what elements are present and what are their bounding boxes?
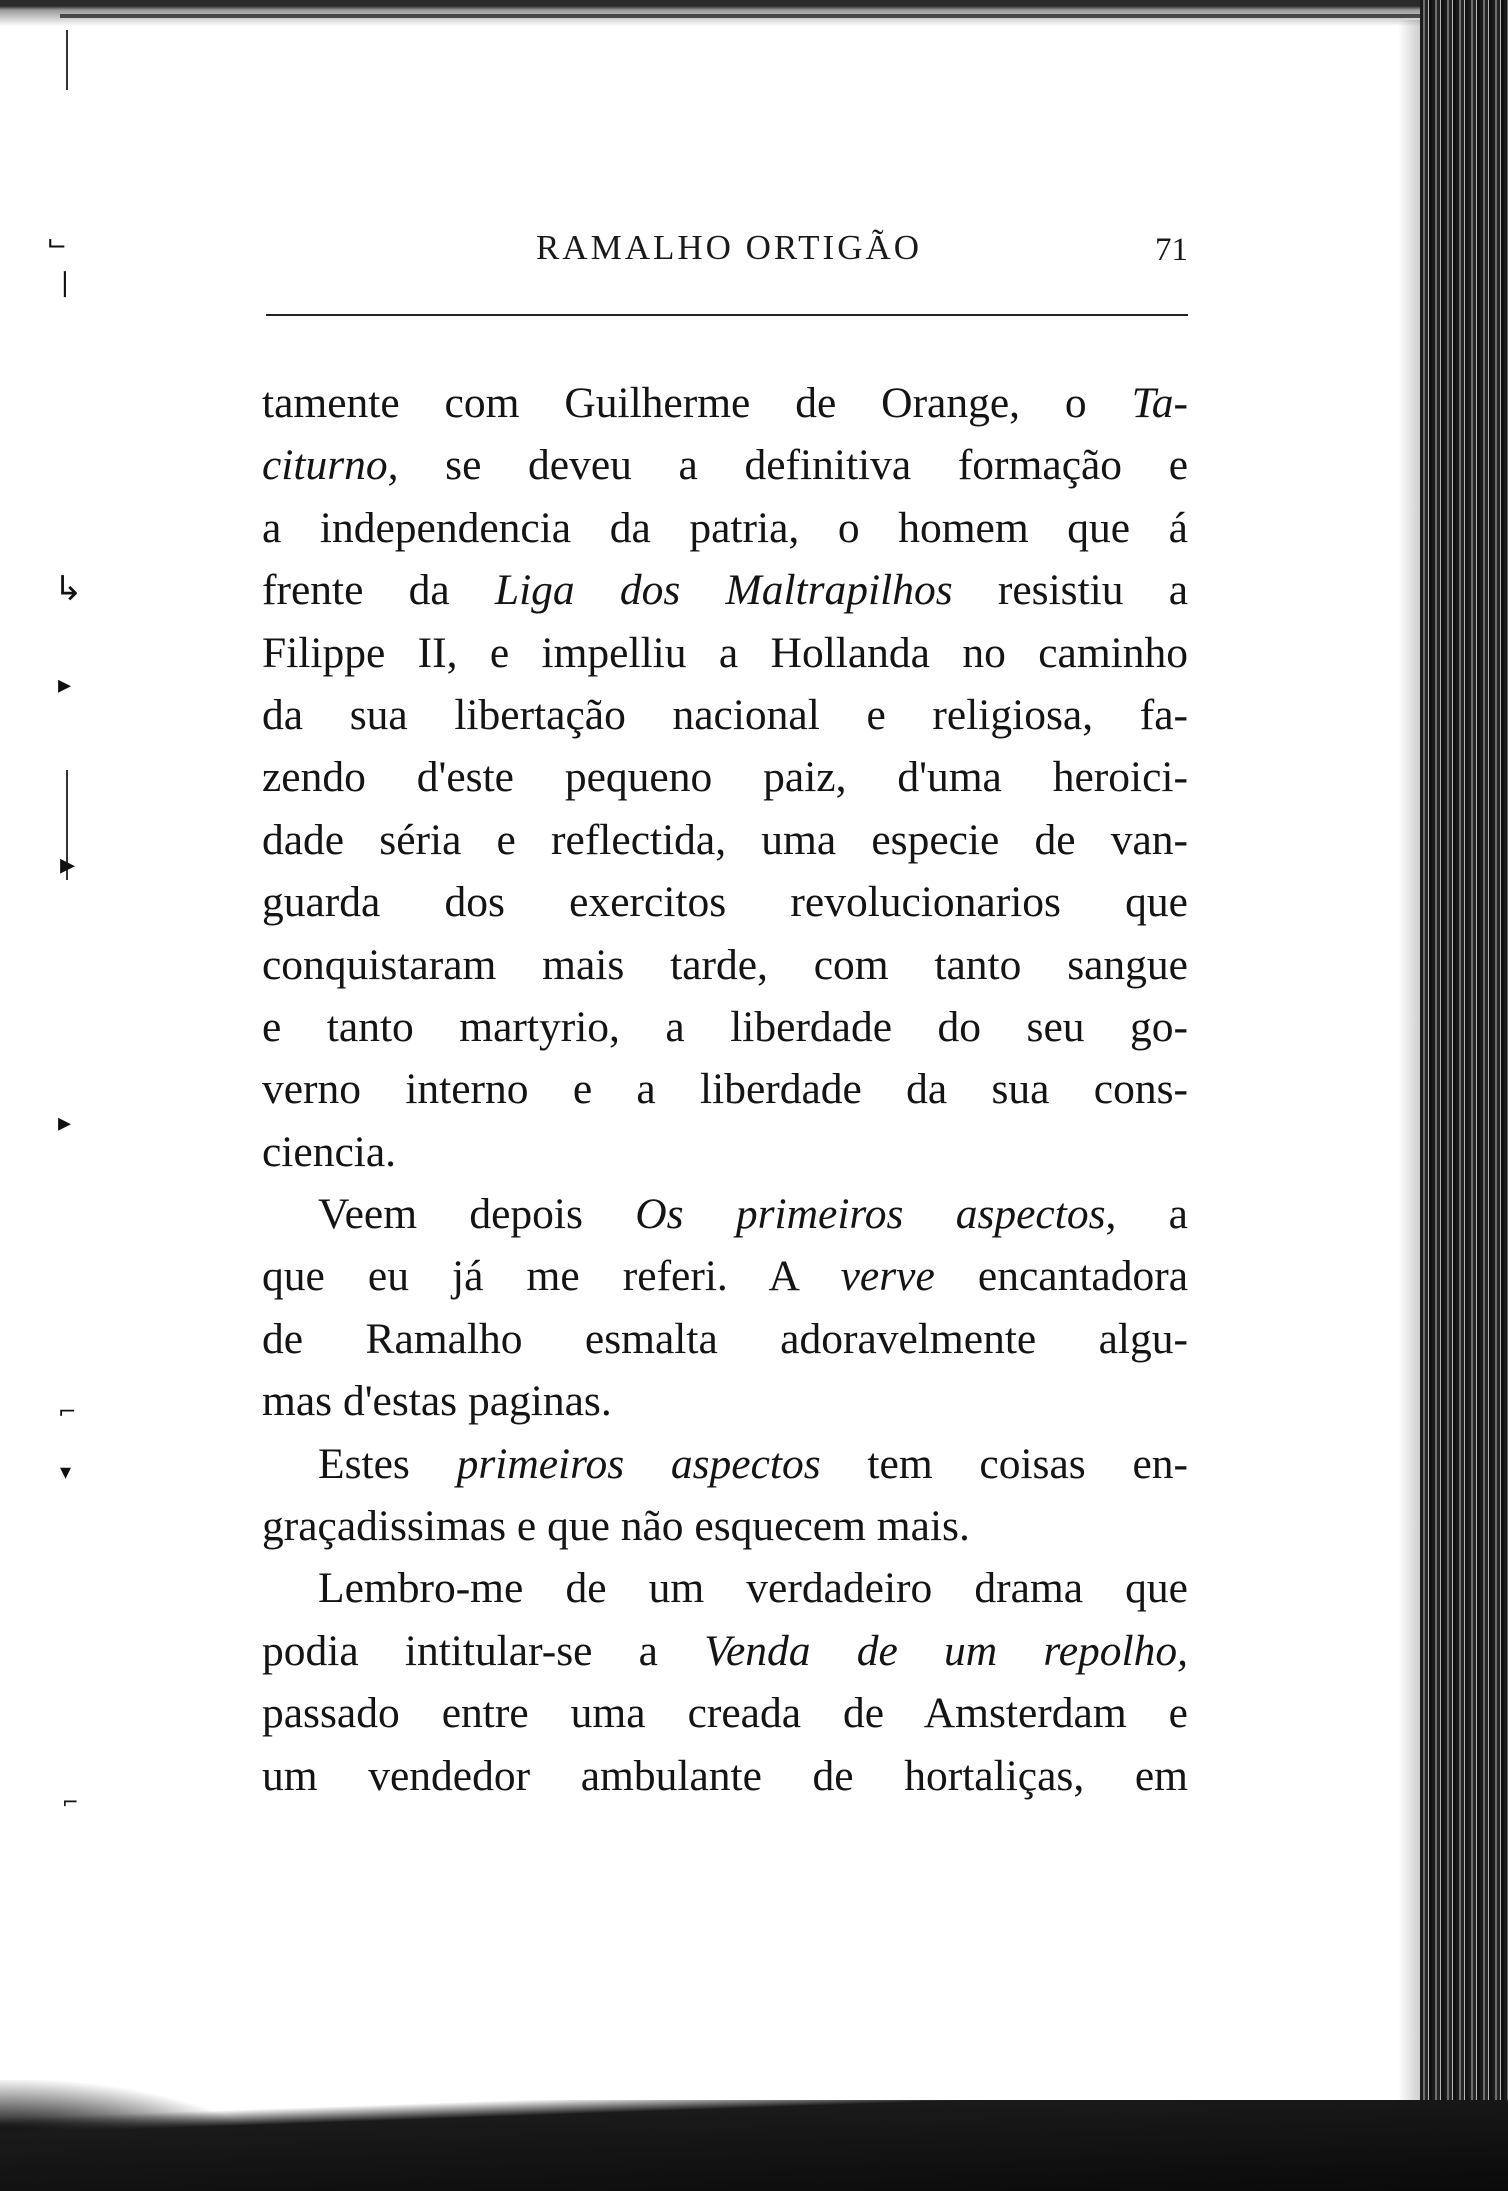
margin-artifact-mark: ▸ [58,670,72,700]
page-number: 71 [1155,232,1188,268]
text-run: passado entre uma creada de Amsterdam e [262,1689,1188,1738]
margin-artifact-mark: ⨽ [48,222,66,257]
text-line [262,1183,1188,1245]
text-run: resistiu a [952,566,1189,615]
text-run: guarda dos exercitos revolucionarios que [262,878,1188,927]
page-bottom-curl [0,2100,1508,2191]
text-line [262,497,1188,559]
text-line [262,934,1188,996]
margin-artifact-mark: ▾ [60,1460,72,1485]
text-line [262,559,1188,621]
italic-text: Liga dos Maltrapilhos [494,566,953,615]
italic-text: primeiros aspectos [456,1439,821,1488]
text-run: frente da [262,566,495,615]
text-run: encantadora [934,1252,1188,1301]
text-line [262,996,1188,1058]
text-run: de Ramalho esmalta adoravelmente algu- [262,1314,1188,1363]
text-line [262,809,1188,871]
text-run: , a [1105,1190,1188,1239]
book-page-edges [1420,0,1508,2191]
text-run: verno interno e a liberdade da sua cons- [262,1065,1188,1114]
text-run: Estes [318,1439,457,1488]
text-run: que eu já me referi. A [262,1252,841,1301]
margin-artifact-mark: ❘ [54,268,76,298]
text-run: tamente com Guilherme de Orange, o [262,379,1132,427]
text-run: um vendedor ambulante de hortaliças, em [262,1751,1188,1800]
text-run: ciencia. [262,1127,397,1176]
text-line [262,871,1188,933]
text-run: da sua libertação nacional e religiosa, fa- [262,690,1188,739]
text-line [262,1308,1188,1370]
text-line [262,1557,1188,1619]
running-head [262,228,1196,278]
text-run: Filippe II, e impelliu a Hollanda no caminho [262,628,1188,677]
text-line [262,1058,1188,1120]
text-line [262,1245,1188,1307]
italic-text: Venda de um repolho, [704,1626,1188,1675]
text-line [262,684,1188,746]
text-line [262,1682,1188,1744]
text-run: mas d'estas paginas. [262,1377,612,1426]
text-line [262,1121,1188,1183]
italic-text: citurno, [262,441,399,490]
text-run: podia intitular-se a [262,1626,705,1675]
text-line [262,622,1188,684]
italic-text: verve [840,1252,935,1301]
text-line [262,1495,1188,1557]
text-run: zendo d'este pequeno paiz, d'uma heroici- [262,753,1188,802]
text-run: graçadissimas e que não esquecem mais. [262,1502,970,1551]
text-run: dade séria e reflectida, uma especie de van- [262,815,1188,864]
margin-artifact-mark: ▸ [60,847,76,882]
margin-artifact-mark: ↳ [54,569,83,609]
text-run: Veem depois [318,1190,636,1239]
margin-artifact-mark: ⌐ [58,1400,77,1425]
text-run: tem coisas en- [820,1439,1188,1488]
text-line [262,1433,1188,1495]
text-line [262,1620,1188,1682]
scan-top-edge-line [60,14,1450,18]
body-text [262,372,1188,1807]
margin-artifact-line [66,30,68,90]
text-run: e tanto martyrio, a liberdade do seu go- [262,1002,1188,1051]
text-line [262,434,1188,496]
header-rule [266,314,1188,316]
italic-text: Os primeiros aspectos [635,1190,1106,1239]
text-run: Lembro-me de um verdadeiro drama que [318,1564,1188,1613]
margin-artifact-mark: ⌐ [62,1790,79,1814]
running-head-title: RAMALHO ORTIGÃO [535,228,923,267]
margin-artifact-mark: ▸ [58,1108,72,1138]
italic-text: Ta- [1131,379,1188,427]
text-line [262,372,1188,434]
text-line [262,746,1188,808]
text-line [262,1745,1188,1807]
text-run: conquistaram mais tarde, com tanto sangue [262,940,1188,989]
text-line [262,1370,1188,1432]
text-run: a independencia da patria, o homem que á [262,503,1188,552]
text-run: se deveu a definitiva formação e [398,441,1188,490]
